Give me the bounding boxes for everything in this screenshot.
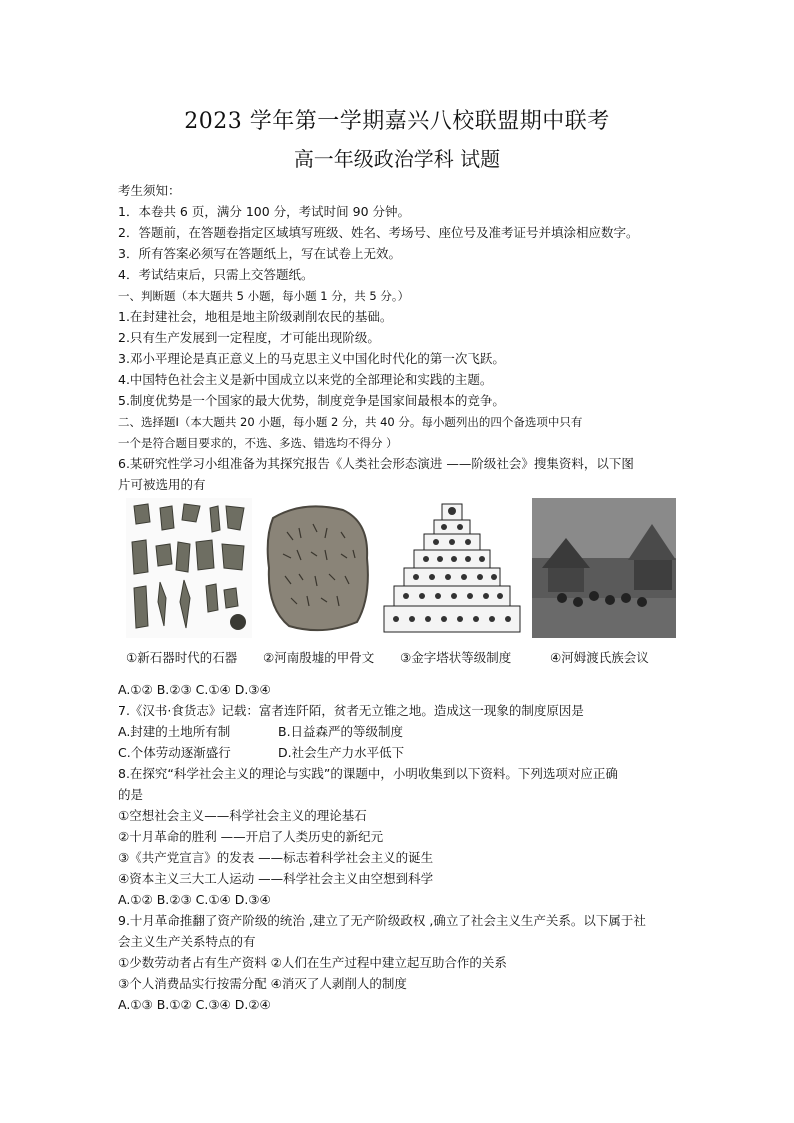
oracle-bone-image (263, 498, 373, 638)
judge-item: 5.制度优势是一个国家的最大优势，制度竞争是国家间最根本的竞争。 (118, 393, 505, 408)
caption-clan-meeting: ④河姆渡氏族会议 (550, 650, 649, 665)
caption-pyramid: ③金字塔状等级制度 (400, 650, 512, 665)
caption-oracle-bone: ②河南殷墟的甲骨文 (263, 650, 375, 665)
notice-item: 4．考试结束后，只需上交答题纸。 (118, 267, 314, 282)
section1-heading: 一、判断题（本大题共 5 小题，每小题 1 分，共 5 分。） (118, 289, 410, 303)
q8-item: ②十月革命的胜利 ——开启了人类历史的新纪元 (118, 829, 384, 844)
notice-item: 2．答题前，在答题卷指定区域填写班级、姓名、考场号、座位号及准考证号并填涂相应数字。 (118, 225, 639, 240)
q7-option-b: B.日益森严的等级制度 (278, 724, 404, 739)
q7-option-d: D.社会生产力水平低下 (278, 745, 405, 760)
q6-stem: 6.某研究性学习小组准备为其探究报告《人类社会形态演进 ——阶级社会》搜集资料，以下图 (118, 456, 634, 471)
section2-heading-cont: 一个是符合题目要求的，不选、多选、错选均不得分 ） (118, 436, 398, 450)
q9-items-cont: ③个人消费品实行按需分配 ④消灭了人剥削人的制度 (118, 976, 407, 991)
q8-item: ④资本主义三大工人运动 ——科学社会主义由空想到科学 (118, 871, 434, 886)
q6-stem-cont: 片可被选用的有 (118, 477, 206, 492)
notice-heading: 考生须知： (118, 183, 181, 198)
judge-item: 1.在封建社会，地租是地主阶级剥削农民的基础。 (118, 309, 393, 324)
pyramid-hierarchy-image (378, 498, 526, 638)
q6-image-strip (118, 498, 678, 640)
caption-stone-tools: ①新石器时代的石器 (126, 650, 238, 665)
exam-title: 2023 学年第一学期嘉兴八校联盟期中联考 (184, 109, 610, 134)
q9-stem-cont: 会主义生产关系特点的有 (118, 934, 256, 949)
q8-item: ①空想社会主义——科学社会主义的理论基石 (118, 808, 367, 823)
q9-items: ①少数劳动者占有生产资料 ②人们在生产过程中建立起互助合作的关系 (118, 955, 507, 970)
stone-tools-image (126, 498, 252, 638)
q8-item: ③《共产党宣言》的发表 ——标志着科学社会主义的诞生 (118, 850, 434, 865)
q9-options: A.①③ B.①② C.③④ D.②④ (118, 997, 271, 1012)
notice-item: 1．本卷共 6 页，满分 100 分，考试时间 90 分钟。 (118, 204, 411, 219)
q8-stem: 8.在探究“科学社会主义的理论与实践”的课题中，小明收集到以下资料。下列选项对应正确 (118, 766, 618, 781)
judge-item: 3.邓小平理论是真正意义上的马克思主义中国化时代化的第一次飞跃。 (118, 351, 505, 366)
judge-item: 4.中国特色社会主义是新中国成立以来党的全部理论和实践的主题。 (118, 372, 493, 387)
q7-option-a: A.封建的土地所有制 (118, 724, 231, 739)
clan-meeting-image (532, 498, 676, 638)
q8-options: A.①② B.②③ C.①④ D.③④ (118, 892, 271, 907)
q8-stem-cont: 的是 (118, 787, 144, 802)
judge-item: 2.只有生产发展到一定程度，才可能出现阶级。 (118, 330, 380, 345)
q7-option-c: C.个体劳动逐渐盛行 (118, 745, 231, 760)
q6-captions (118, 648, 678, 666)
q9-stem: 9.十月革命推翻了资产阶级的统治 ,建立了无产阶级政权 ,确立了社会主义生产关系。以下属于社 (118, 913, 646, 928)
q6-options: A.①② B.②③ C.①④ D.③④ (118, 682, 271, 697)
notice-item: 3．所有答案必须写在答题纸上，写在试卷上无效。 (118, 246, 401, 261)
q7-stem: 7.《汉书·食货志》记载：富者连阡陌，贫者无立锥之地。造成这一现象的制度原因是 (118, 703, 584, 718)
exam-subtitle: 高一年级政治学科 试题 (293, 147, 501, 171)
section2-heading: 二、选择题Ⅰ（本大题共 20 小题，每小题 2 分，共 40 分。每小题列出的四个备选项中只有 (118, 415, 583, 429)
